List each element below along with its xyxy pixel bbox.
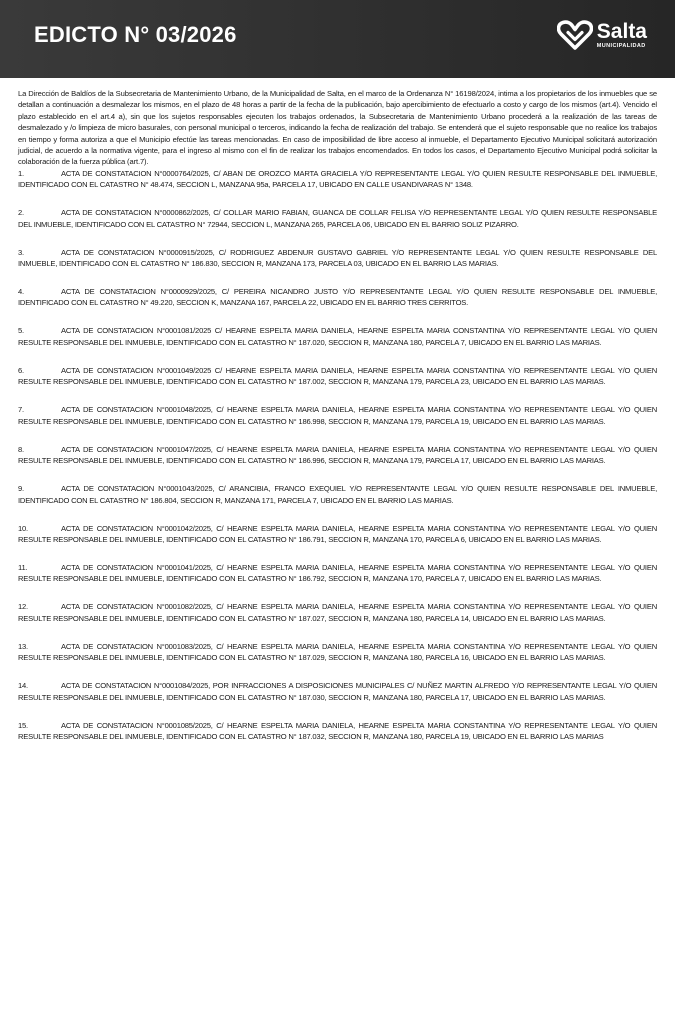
item-number: 14. [18,681,28,691]
logo-subtitle: MUNICIPALIDAD [596,42,646,49]
list-item [18,168,657,191]
item-number: 4. [18,287,24,297]
edict-header [0,0,675,78]
list-item [18,404,657,427]
list-item [18,720,657,743]
item-number: 3. [18,247,24,257]
list-item [18,286,657,309]
list-item [18,444,657,467]
item-text: ACTA DE CONSTATACION N°0001048/2025, C/ HEARNE ESPELTA MARIA DANIELA, HEARNE ESPELTA MARIA CONSTANTINA Y/O REPRESENTANTE LEGAL Y/O QUIEN RESULTE RESPONSABLE DEL INMUEBLE, IDENTIFICADO CON EL CATASTRO N° 186.998, SECCION R, MANZANA 179, PARCELA 19, UBICADO EN EL BARRIO LAS MARIAS. [18,405,657,426]
item-text: ACTA DE CONSTATACION N°0001042/2025, C/ HEARNE ESPELTA MARIA DANIELA, HEARNE ESPELTA MARIA CONSTANTINA Y/O REPRESENTANTE LEGAL Y/O QUIEN RESULTE RESPONSABLE DEL INMUEBLE, IDENTIFICADO CON EL CATASTRO N° 186.791, SECCION R, MANZANA 170, PARCELA 6, UBICADO EN EL BARRIO LAS MARIAS. [18,523,657,544]
item-number: 1. [18,168,24,178]
item-number: 12. [18,602,28,612]
item-text: ACTA DE CONSTATACION N°0001081/2025 C/ HEARNE ESPELTA MARIA DANIELA, HEARNE ESPELTA MARIA CONSTANTINA Y/O REPRESENTANTE LEGAL Y/O QUIEN RESULTE RESPONSABLE DEL INMUEBLE, IDENTIFICADO CON EL CATASTRO N° 187.020, SECCION R, MANZANA 180, PARCELA 7, UBICADO EN EL BARRIO LAS MARIAS. [18,326,657,347]
item-text: ACTA DE CONSTATACION N°0001049/2025 C/ HEARNE ESPELTA MARIA DANIELA, HEARNE ESPELTA MARIA CONSTANTINA Y/O REPRESENTANTE LEGAL Y/O QUIEN RESULTE RESPONSABLE DEL INMUEBLE, IDENTIFICADO CON EL CATASTRO N° 187.002, SECCION R, MANZANA 179, PARCELA 23, UBICADO EN EL BARRIO LAS MARIAS. [18,365,657,387]
list-item [18,680,657,703]
list-item [18,523,657,546]
item-number: 6. [18,365,24,375]
list-item [18,247,657,270]
list-item [18,365,657,388]
list-item [18,562,657,585]
list-item [18,207,657,230]
acta-list [18,168,657,743]
item-text: ACTA DE CONSTATACION N°0001083/2025, C/ HEARNE ESPELTA MARIA DANIELA, HEARNE ESPELTA MARIA CONSTANTINA Y/O REPRESENTANTE LEGAL Y/O QUIEN RESULTE RESPONSABLE DEL INMUEBLE, IDENTIFICADO CON EL CATASTRO N° 187.029, SECCION R, MANZANA 180, PARCELA 16, UBICADO EN EL BARRIO LAS MARIAS. [18,641,657,663]
item-number: 11. [18,562,28,572]
item-number: 15. [18,720,28,730]
list-item [18,483,657,506]
item-number: 10. [18,523,28,533]
heart-icon [557,20,593,50]
item-number: 7. [18,405,24,415]
item-text: ACTA DE CONSTATACION N°0000915/2025, C/ RODRIGUEZ ABDENUR GUSTAVO GABRIEL Y/O REPRESENTANTE LEGAL Y/O QUIEN RESULTE RESPONSABLE DEL INMUEBLE, IDENTIFICADO CON EL CATASTRO N° 186.830, SECCION R, MANZANA 173, PARCELA 03, UBICADO EN EL BARRIO LAS MARIAS. [18,247,657,269]
item-text: ACTA DE CONSTATACION N°0000929/2025, C/ PEREIRA NICANDRO JUSTO Y/O REPRESENTANTE LEGAL Y/O QUIEN RESULTE RESPONSABLE DEL INMUEBLE, IDENTIFICADO CON EL CATASTRO N° 49.220, SECCION K, MANZANA 167, PARCELA 22, UBICADO EN EL BARRIO TRES CERRITOS. [18,287,657,308]
item-number: 9. [18,484,24,494]
item-text: ACTA DE CONSTATACION N°0001041/2025, C/ HEARNE ESPELTA MARIA DANIELA, HEARNE ESPELTA MARIA CONSTANTINA Y/O REPRESENTANTE LEGAL Y/O QUIEN RESULTE RESPONSABLE DEL INMUEBLE, IDENTIFICADO CON EL CATASTRO N° 186.792, SECCION R, MANZANA 170, PARCELA 7, UBICADO EN EL BARRIO LAS MARIAS. [18,562,657,584]
list-item [18,641,657,664]
intro-paragraph: La Dirección de Baldíos de la Subsecretaria de Mantenimiento Urbano, de la Municipalidad de Salta, en el marco de la Ordenanza N° 16198/2024, intima a los propietarios de los inmuebles que se detallan a continuación a desmalezar los mismos, en el plazo de 48 horas a partir de la fecha de la publicación, bajo apercibimiento de efectuarlo a costo y cargo de los mismos (art.4). Vencido el plazo establecido en el art.4 a), sin que los sujetos responsables ejecuten los trabajos ordenados, la Subsecretaria de Mantenimiento Urbano procederá a la realización de las tareas de desmalezado y /o limpieza de micro basurales, con personal municipal o terceros, indicando la fecha de realización del trabajo. Se entenderá que el sujeto responsable que no realice los trabajos en tiempo y forma autoriza a que el Municipio efectúe las tareas mencionadas. En caso de imposibilidad de libre acceso al inmueble, el Departamento Ejecutivo Municipal solicitará autorización judicial, de acuerdo a la normativa vigente, para el ingreso al mismo con el fin de realizar los trabajos encomendados. En todos los casos, el Departamento Ejecutivo Municipal podrá solicitar la colaboración de la fuerza pública (art.7). [18,89,657,167]
item-number: 5. [18,326,24,336]
salta-municipality-logo [557,20,647,50]
edict-title: EDICTO N° 03/2026 [34,22,237,47]
list-item [18,325,657,348]
list-item [18,601,657,624]
item-text: ACTA DE CONSTATACION N°0000862/2025, C/ COLLAR MARIO FABIAN, GUANCA DE COLLAR FELISA Y/O REPRESENTANTE LEGAL Y/O QUIEN RESULTE RESPONSABLE DEL INMUEBLE, IDENTIFICADO CON EL CATASTRO N° 72944, SECCION L, MANZANA 265, PARCELA 06, UBICADO EN EL BARRIO SOLIZ PIZARRO. [18,208,657,229]
item-text: ACTA DE CONSTATACION N°0001043/2025, C/ ARANCIBIA, FRANCO EXEQUIEL Y/O REPRESENTANTE LEGAL Y/O QUIEN RESULTE RESPONSABLE DEL INMUEBLE, IDENTIFICADO CON EL CATASTRO N° 186.804, SECCION R, MANZANA 171, PARCELA 7, UBICADO EN EL BARRIO LAS MARIAS. [18,484,657,505]
item-text: ACTA DE CONSTATACION N°0000764/2025, C/ ABAN DE OROZCO MARTA GRACIELA Y/O REPRESENTANTE LEGAL Y/O QUIEN RESULTE RESPONSABLE DEL INMUEBLE, IDENTIFICADO CON EL CATASTRO N° 48.474, SECCION L, MANZANA 95a, PARCELA 17, UBICADO EN CALLE USANDIVARAS N° 1348. [18,168,657,190]
item-number: 13. [18,641,28,651]
edict-body [0,78,675,742]
logo-wordmark: Salta [596,19,647,43]
item-text: ACTA DE CONSTATACION N°0001082/2025, C/ HEARNE ESPELTA MARIA DANIELA, HEARNE ESPELTA MARIA CONSTANTINA Y/O REPRESENTANTE LEGAL Y/O QUIEN RESULTE RESPONSABLE DEL INMUEBLE, IDENTIFICADO CON EL CATASTRO N° 187.027, SECCION R, MANZANA 180, PARCELA 14, UBICADO EN EL BARRIO LAS MARIAS. [18,602,657,623]
item-number: 2. [18,208,24,218]
item-text: ACTA DE CONSTATACION N°0001085/2025, C/ HEARNE ESPELTA MARIA DANIELA, HEARNE ESPELTA MARIA CONSTANTINA Y/O REPRESENTANTE LEGAL Y/O QUIEN RESULTE RESPONSABLE DEL INMUEBLE, IDENTIFICADO CON EL CATASTRO N° 187.032, SECCION R, MANZANA 180, PARCELA 19, UBICADO EN EL BARRIO LAS MARIAS [18,720,657,741]
item-text: ACTA DE CONSTATACION N°0001084/2025, POR INFRACCIONES A DISPOSICIONES MUNICIPALES C/ NUÑEZ MARTIN ALFREDO Y/O REPRESENTANTE LEGAL Y/O QUIEN RESULTE RESPONSABLE DEL INMUEBLE, IDENTIFICADO CON EL CATASTRO N° 187.030, SECCION R, MANZANA 180, PARCELA 17, UBICADO EN EL BARRIO LAS MARIAS. [18,681,657,702]
item-number: 8. [18,444,24,454]
item-text: ACTA DE CONSTATACION N°0001047/2025, C/ HEARNE ESPELTA MARIA DANIELA, HEARNE ESPELTA MARIA CONSTANTINA Y/O REPRESENTANTE LEGAL Y/O QUIEN RESULTE RESPONSABLE DEL INMUEBLE, IDENTIFICADO CON EL CATASTRO N° 186.996, SECCION R, MANZANA 179, PARCELA 17, UBICADO EN EL BARRIO LAS MARIAS. [18,444,657,466]
